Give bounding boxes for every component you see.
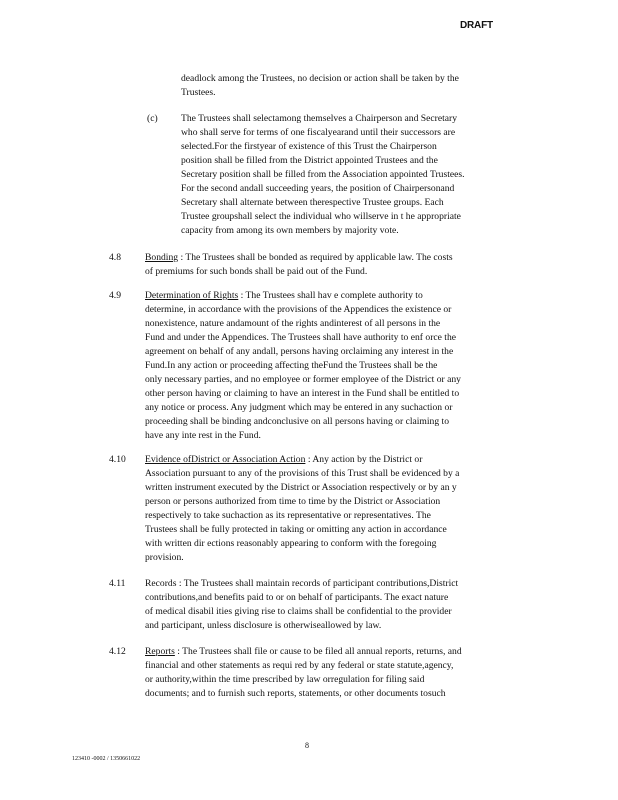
section-4-10-paragraph xyxy=(145,453,459,565)
text-line: determine, in accordance with the provisions of the Appendices the existence or xyxy=(145,304,452,315)
section-number: 4.8 xyxy=(109,252,121,263)
text-line: : The Trustees shall be bonded as required by applicable law. The costs xyxy=(180,252,453,263)
text-line: and participant, unless disclosure is otherwiseallowed by law. xyxy=(145,620,382,631)
text-line: documents; and to furnish such reports, statements, or other documents tosuch xyxy=(145,688,446,699)
text-line: other person having or claiming to have an interest in the Fund shall be entitled to xyxy=(145,388,460,399)
section-number: 4.11 xyxy=(109,578,126,589)
section-4-8-paragraph xyxy=(145,251,453,279)
text-line: : The Trustees shall hav e complete authority to xyxy=(240,290,423,301)
section-number: 4.9 xyxy=(109,290,121,301)
text-line: : The Trustees shall maintain records of participant contributions,District xyxy=(178,578,459,589)
text-line: deadlock among the Trustees, no decision or action shall be taken by the xyxy=(181,73,459,84)
document-id: 123410 -0002 / 1350661022 xyxy=(72,756,141,762)
section-heading: Evidence ofDistrict or Association Action xyxy=(145,454,306,465)
text-line: Trustees shall be fully protected in taking or omitting any action in accordance xyxy=(145,524,447,535)
text-line: : Any action by the District or xyxy=(307,454,423,465)
text-line: nonexistence, nature andamount of the rights andinterest of all persons in the xyxy=(145,318,441,329)
text-line: of medical disabil ities giving rise to claims shall be confidential to the provider xyxy=(145,606,452,617)
text-line: person or persons authorized from time to time by the District or Association xyxy=(145,496,441,507)
text-line: any notice or process. Any judgment which may be entered in any suchaction or xyxy=(145,402,453,413)
section-heading: Bonding xyxy=(145,252,179,263)
text-line: capacity from among its own members by majority vote. xyxy=(181,225,399,236)
section-heading: Reports xyxy=(145,646,175,657)
section-number: 4.10 xyxy=(109,454,126,465)
intro-paragraph xyxy=(181,72,459,100)
text-line: proceeding shall be binding andconclusive on all persons having or claiming to xyxy=(145,416,449,427)
text-line: position shall be filled from the District appointed Trustees and the xyxy=(181,155,438,166)
text-line: provision. xyxy=(145,552,184,563)
text-line: Fund and under the Appendices. The Trustees shall have authority to enf orce the xyxy=(145,332,457,343)
section-4-11-paragraph xyxy=(145,577,458,633)
text-line: Trustees. xyxy=(181,87,216,98)
text-line: have any inte rest in the Fund. xyxy=(145,430,261,441)
text-line: Secretary shall alternate between therespective Trustee groups. Each xyxy=(181,197,444,208)
section-number: 4.12 xyxy=(109,646,126,657)
clause-label-c: (c) xyxy=(147,113,158,124)
clause-c-paragraph xyxy=(181,112,465,238)
section-heading: Determination of Rights xyxy=(145,290,239,301)
section-4-12-paragraph xyxy=(145,645,462,701)
text-line: The Trustees shall selectamong themselves a Chairperson and Secretary xyxy=(181,113,458,124)
draft-watermark-label: DRAFT xyxy=(460,20,493,31)
section-heading: Records xyxy=(145,578,177,589)
text-line: Fund.In any action or proceeding affecting theFund the Trustees shall be the xyxy=(145,360,438,371)
text-line: or authority,within the time prescribed by law orregulation for filing said xyxy=(145,674,425,685)
page-number: 8 xyxy=(305,741,309,750)
text-line: Association pursuant to any of the provisions of this Trust shall be evidenced by a xyxy=(145,468,460,479)
text-line: contributions,and benefits paid to or on behalf of participants. The exact nature xyxy=(145,592,449,603)
section-4-9-paragraph xyxy=(145,289,461,443)
text-line: Trustee groupshall select the individual who willserve in t he appropriate xyxy=(181,211,461,222)
text-line: financial and other statements as requi red by any federal or state statute,agency, xyxy=(145,660,454,671)
text-line: : The Trustees shall file or cause to be filed all annual reports, returns, and xyxy=(177,646,462,657)
text-line: written instrument executed by the District or Association respectively or by an y xyxy=(145,482,457,493)
text-line: For the second andall succeeding years, the position of Chairpersonand xyxy=(181,183,455,194)
text-line: with written dir ections reasonably appearing to conform with the foregoing xyxy=(145,538,437,549)
text-line: of premiums for such bonds shall be paid out of the Fund. xyxy=(145,266,368,277)
text-line: Secretary position shall be filled from the Association appointed Trustees. xyxy=(181,169,465,180)
text-line: respectively to take suchaction as its representative or representatives. The xyxy=(145,510,431,521)
text-line: who shall serve for terms of one fiscalyearand until their successors are xyxy=(181,127,456,138)
text-line: agreement on behalf of any andall, persons having orclaiming any interest in the xyxy=(145,346,454,357)
text-line: selected.For the firstyear of existence of this Trust the Chairperson xyxy=(181,141,437,152)
text-line: only necessary parties, and no employee or former employee of the District or any xyxy=(145,374,461,385)
